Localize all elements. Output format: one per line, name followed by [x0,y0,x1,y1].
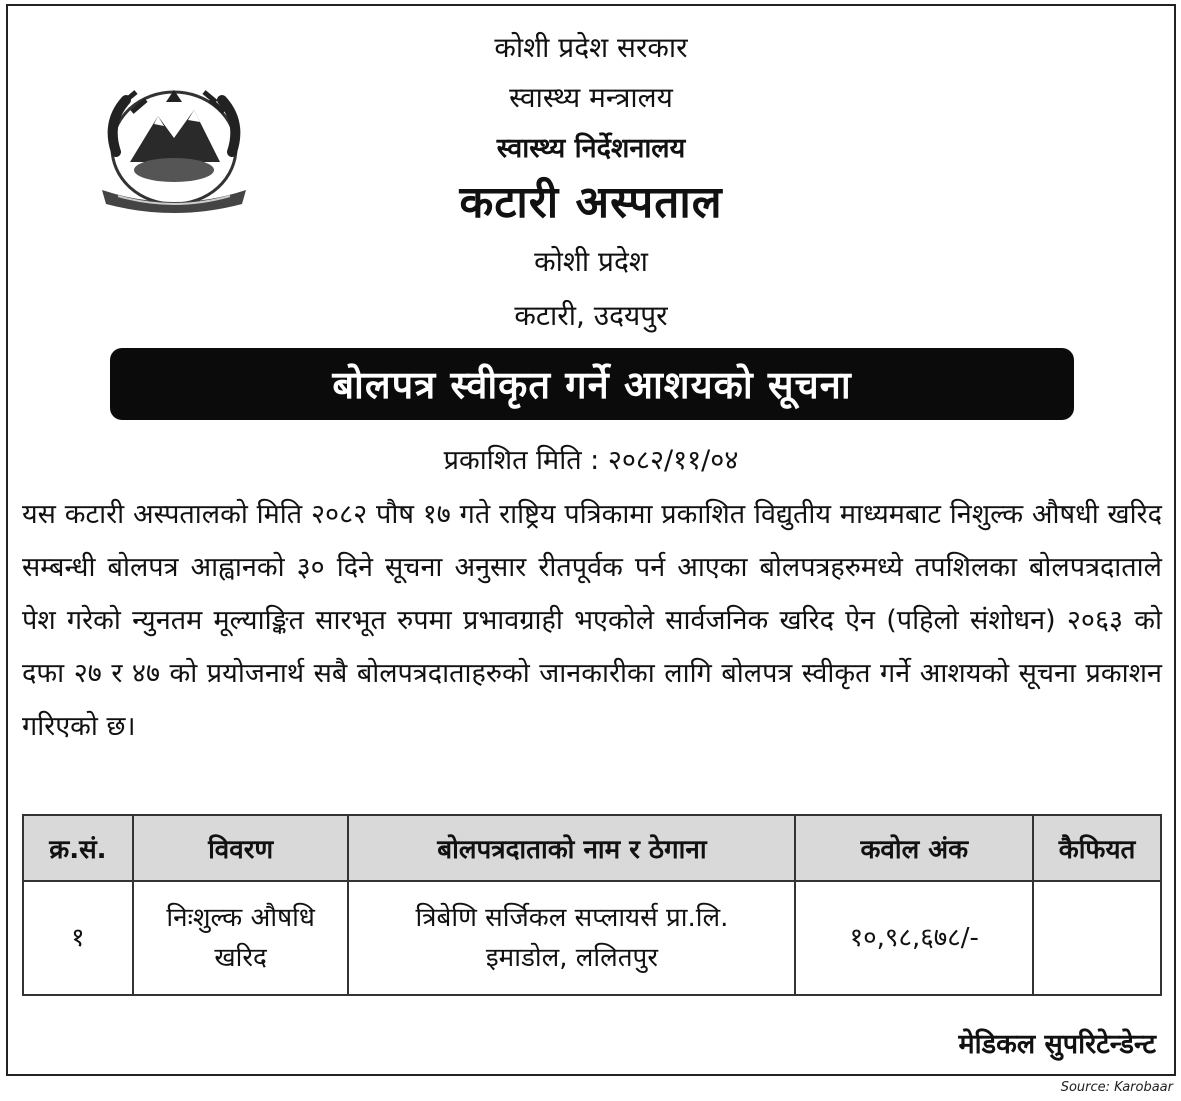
cell-amount: १०,९८,६७८/- [795,881,1033,995]
notice-frame [6,4,1176,1076]
header-description: विवरण [133,815,349,881]
hospital-address: कटारी, उदयपुर [514,299,668,332]
table-row [23,881,1161,995]
notice-title-banner [110,348,1074,420]
bidder-address: इमाडोल, ललितपुर [485,943,658,973]
province-name: कोशी प्रदेश [534,245,648,278]
table-header-row [23,815,1161,881]
directorate-name: स्वास्थ्य निर्देशनालय [496,133,686,164]
notice-title: बोलपत्र स्वीकृत गर्ने आशयको सूचना [332,363,852,407]
notice-body: यस कटारी अस्पतालको मिति २०८२ पौष १७ गते राष्ट्रिय पत्रिकामा प्रकाशित विद्युतीय माध्यमबाट निशुल्क औषधी खरिद सम्बन्धी बोलपत्र आह्वानको ३० दिने सूचना अनुसार रीतपूर्वक पर्न आएका बोलपत्रहरुमध्ये तपशिलका बोलपत्रदाताले पेश गरेको न्युनतम मूल्याङ्कित सारभूत रुपमा प्रभावग्राही भएकोले सार्वजनिक खरिद ऐन (पहिलो संशोधन) २०६३ को दफा २७ र ४७ को प्रयोजनार्थ सबै बोलपत्रदाताहरुको जानकारीका लागि बोलपत्र स्वीकृत गर्ने आशयको सूचना प्रकाशन गरिएको छ। [22,499,1162,742]
description-line-1: निःशुल्क औषधि [166,903,315,933]
cell-sn: १ [23,881,133,995]
cell-description [133,881,349,995]
header-bidder: बोलपत्रदाताको नाम र ठेगाना [348,815,795,881]
header-amount: कवोल अंक [795,815,1033,881]
published-date: प्रकाशित मिति : २०८२/११/०४ [443,445,739,476]
tender-table [22,814,1162,996]
government-name: कोशी प्रदेश सरकार [494,31,688,64]
header-remarks: कैफियत [1033,815,1161,881]
hospital-name: कटारी अस्पताल [459,177,723,228]
cell-bidder [348,881,795,995]
cell-remarks [1033,881,1161,995]
description-line-2: खरिद [214,943,267,973]
ministry-name: स्वास्थ्य मन्त्रालय [509,81,673,114]
bidder-name: त्रिबेणि सर्जिकल सप्लायर्स प्रा.लि. [415,903,729,933]
header-sn: क्र.सं. [23,815,133,881]
source-credit: Source: Karobaar [1060,1080,1173,1095]
signature-title: मेडिकल सुपरिटेन्डेन्ट [958,1029,1156,1060]
